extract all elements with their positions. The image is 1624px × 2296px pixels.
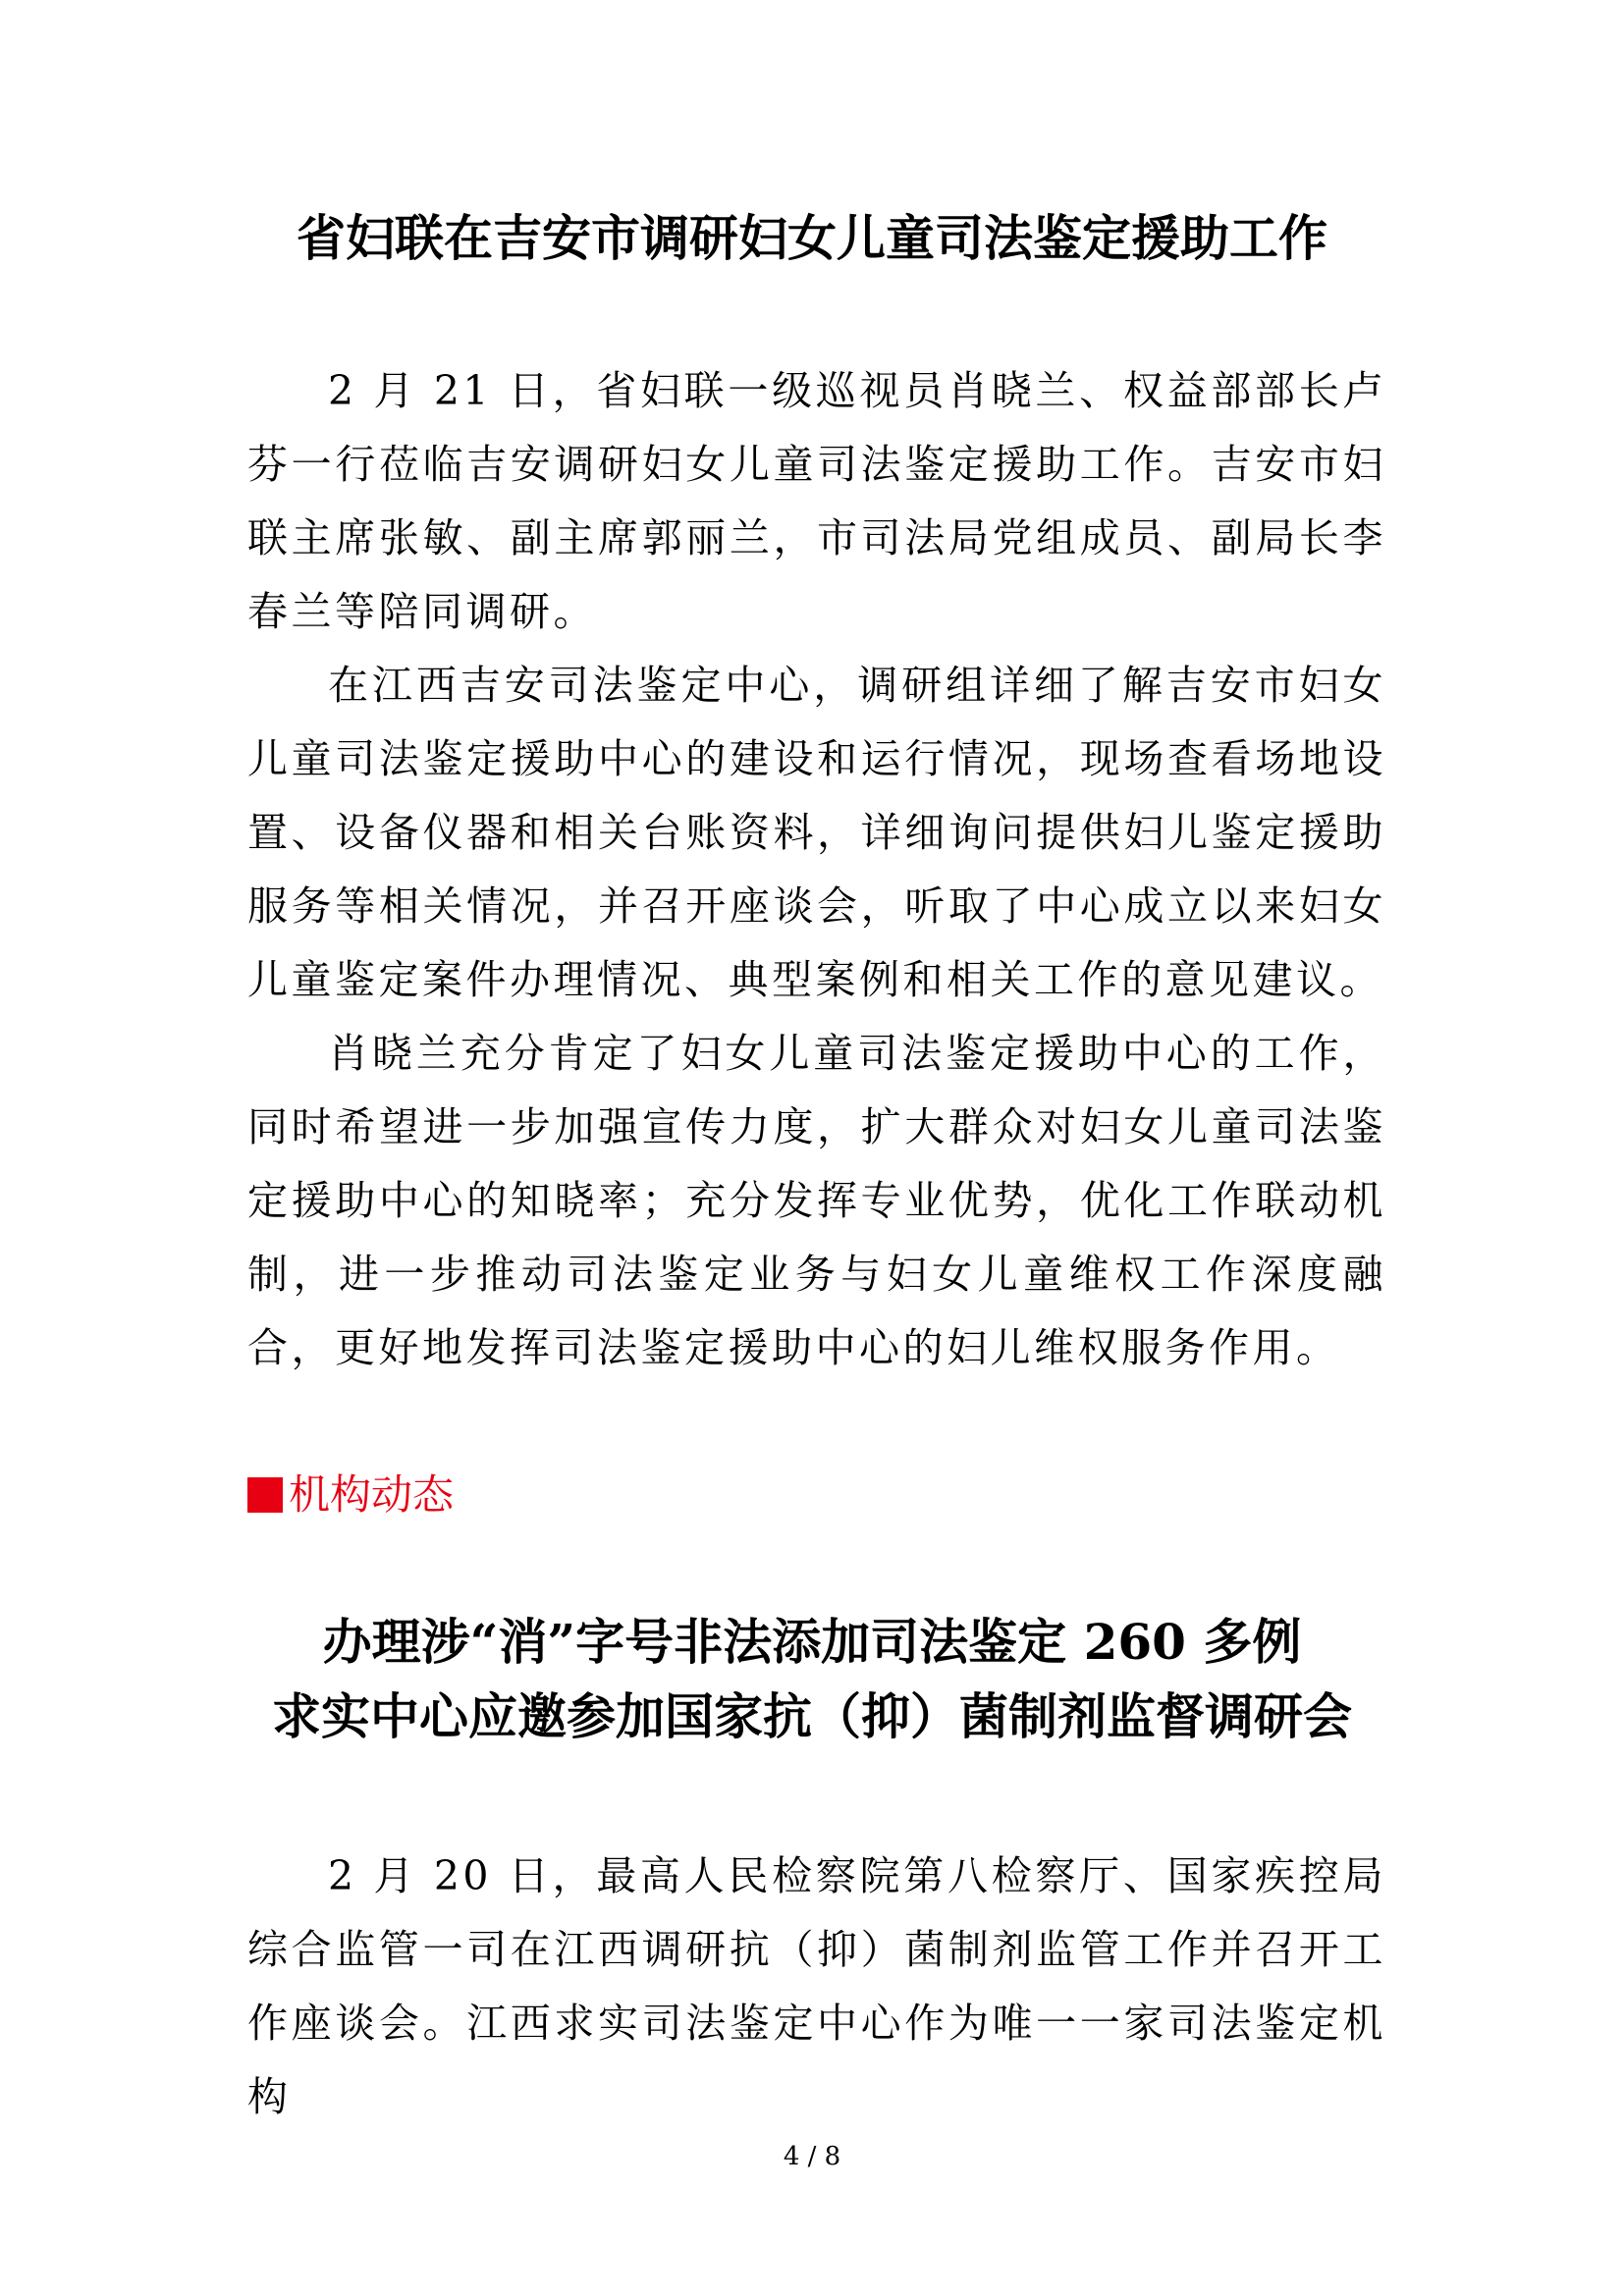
page-number: 4 / 8 <box>783 2142 841 2171</box>
article-paragraph: 2 月 21 日，省妇联一级巡视员肖晓兰、权益部部长卢芬一行莅临吉安调研妇女儿童司法鉴定援助工作。吉安市妇联主席张敏、副主席郭丽兰，市司法局党组成员、副局长李春兰等陪同调研。 <box>247 367 1386 635</box>
article-paragraph: 2 月 20 日，最高人民检察院第八检察厅、国家疾控局综合监管一司在江西调研抗（抑）菌制剂监管工作并召开工作座谈会。江西求实司法鉴定中心作为唯一一家司法鉴定机构 <box>247 1852 1386 2120</box>
article-body <box>247 1840 1386 2134</box>
article-paragraph: 在江西吉安司法鉴定中心，调研组详细了解吉安市妇女儿童司法鉴定援助中心的建设和运行情况，现场查看场地设置、设备仪器和相关台账资料，详细询问提供妇儿鉴定援助服务等相关情况，并召开座谈会，听取了中心成立以来妇女儿童鉴定案件办理情况、典型案例和相关工作的意见建议。 <box>247 662 1386 1003</box>
article-title: 省妇联在吉安市调研妇女儿童司法鉴定援助工作 <box>297 209 1327 267</box>
article-title <box>0 1605 1624 1754</box>
red-square-icon <box>247 1477 283 1513</box>
section-heading-label: 机构动态 <box>289 1470 455 1519</box>
article-title-line: 求实中心应邀参加国家抗（抑）菌制剂监督调研会 <box>272 1687 1352 1745</box>
article-title-line: 办理涉“消”字号非法添加司法鉴定 260 多例 <box>322 1613 1302 1671</box>
section-heading <box>247 1468 454 1522</box>
article-body <box>247 354 1386 1385</box>
article-paragraph: 肖晓兰充分肯定了妇女儿童司法鉴定援助中心的工作，同时希望进一步加强宣传力度，扩大群众对妇女儿童司法鉴定援助中心的知晓率；充分发挥专业优势，优化工作联动机制，进一步推动司法鉴定业务与妇女儿童维权工作深度融合，更好地发挥司法鉴定援助中心的妇儿维权服务作用。 <box>247 1030 1386 1371</box>
